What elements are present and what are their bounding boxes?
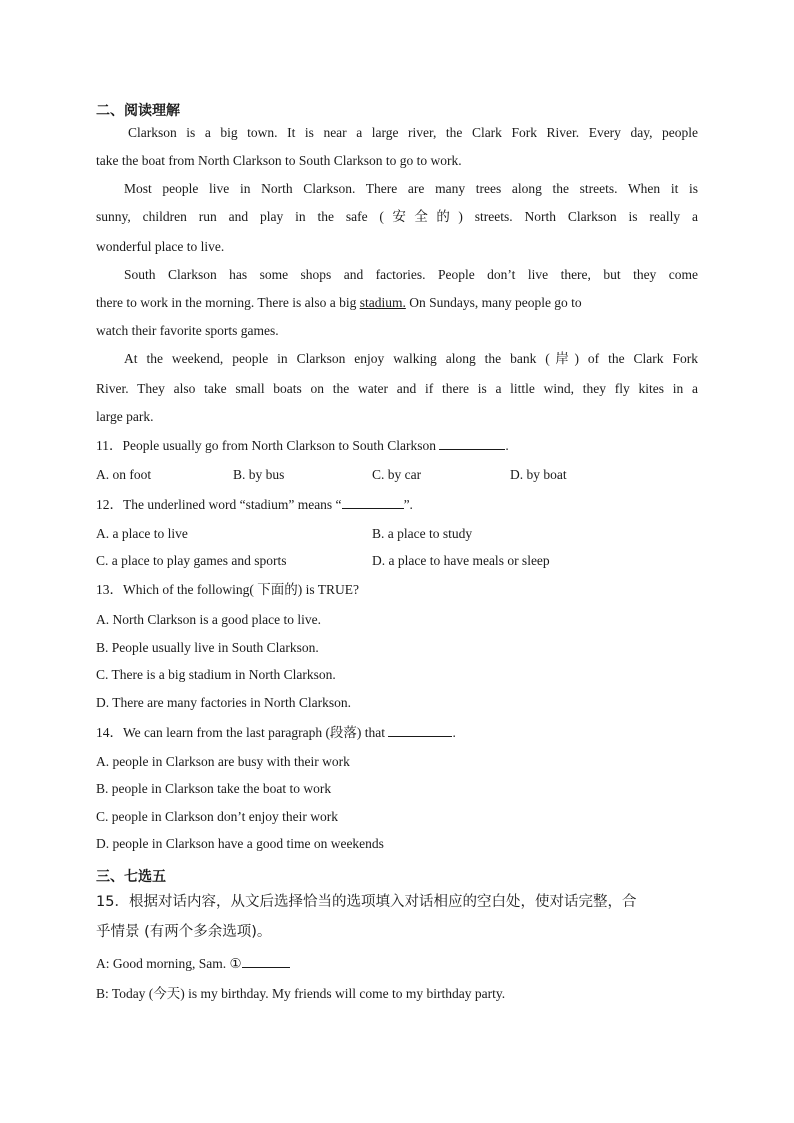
underlined-word-stadium: stadium.: [359, 295, 406, 310]
passage-line: [96, 294, 698, 312]
dialogue-line-b: B: Today (今天) is my birthday. My friends will come to my birthday party.: [96, 986, 506, 1001]
question-end: .: [505, 438, 509, 453]
option-c[interactable]: C. people in Clarkson don’t enjoy their work: [96, 809, 338, 824]
section-heading-seven-choose-five: 三、七选五: [96, 869, 166, 885]
option-b[interactable]: B. People usually live in South Clarkson.: [96, 640, 319, 655]
dialogue-text: A: Good morning, Sam. ①: [96, 956, 242, 971]
passage-line: At the weekend, people in Clarkson enjoy walking along the bank (岸) of the Clark Fork: [124, 351, 698, 366]
dialogue-line-a: [96, 954, 698, 973]
option-d[interactable]: D. There are many factories in North Clarkson.: [96, 695, 352, 710]
option-c[interactable]: C. a place to play games and sports: [96, 553, 287, 568]
option-b[interactable]: B. people in Clarkson take the boat to work: [96, 781, 332, 796]
answer-blank[interactable]: [342, 495, 404, 509]
question-end: .: [452, 725, 456, 740]
passage-line: Most people live in North Clarkson. There are many trees along the streets. When it is: [124, 181, 698, 196]
option-a[interactable]: A. people in Clarkson are busy with their work: [96, 754, 350, 769]
answer-blank[interactable]: [242, 954, 290, 968]
question-13-stem: 13．Which of the following( 下面的) is TRUE?: [96, 582, 359, 597]
option-b[interactable]: B. by bus: [233, 467, 285, 482]
option-c[interactable]: C. There is a big stadium in North Clarkson.: [96, 667, 336, 682]
passage-line: sunny, children run and play in the safe (安全的) streets. North Clarkson is really a: [96, 209, 698, 224]
option-a[interactable]: A. on foot: [96, 467, 152, 482]
question-text: 12．The underlined word “stadium” means “: [96, 497, 342, 512]
passage-line: Clarkson is a big town. It is near a large river, the Clark Fork River. Every day, people: [128, 125, 698, 140]
question-15-instruction: 乎情景 (有两个多余选项)。: [96, 924, 272, 940]
question-text: 11．People usually go from North Clarkson to South Clarkson: [96, 438, 436, 453]
option-b[interactable]: B. a place to study: [372, 526, 473, 541]
option-a[interactable]: A. a place to live: [96, 526, 188, 541]
option-d[interactable]: D. a place to have meals or sleep: [372, 553, 550, 568]
passage-line: wonderful place to live.: [96, 239, 225, 254]
passage-text: there to work in the morning. There is also a big: [96, 295, 357, 310]
question-end: ”.: [403, 497, 413, 512]
passage-line: South Clarkson has some shops and factories. People don’t live there, but they come: [124, 267, 698, 282]
passage-line: large park.: [96, 409, 154, 424]
passage-line: River. They also take small boats on the water and if there is a little wind, they fly kites in a: [96, 381, 698, 396]
passage-text: On Sundays, many people go to: [405, 295, 582, 310]
section-heading-reading: 二、阅读理解: [96, 103, 180, 119]
passage-line: take the boat from North Clarkson to South Clarkson to go to work.: [96, 153, 462, 168]
option-c[interactable]: C. by car: [372, 467, 422, 482]
question-14-stem: [96, 723, 698, 742]
option-d[interactable]: D. people in Clarkson have a good time on weekends: [96, 836, 384, 851]
answer-blank[interactable]: [388, 723, 452, 737]
answer-blank[interactable]: [439, 436, 505, 450]
question-11-stem: [96, 436, 698, 455]
question-15-instruction: 15．根据对话内容，从文后选择恰当的选项填入对话相应的空白处，使对话完整，合: [96, 894, 637, 910]
passage-line: watch their favorite sports games.: [96, 323, 279, 338]
option-a[interactable]: A. North Clarkson is a good place to live.: [96, 612, 321, 627]
question-12-stem: [96, 495, 698, 514]
question-text: 14．We can learn from the last paragraph (段落) that: [96, 725, 386, 740]
option-d[interactable]: D. by boat: [510, 467, 567, 482]
